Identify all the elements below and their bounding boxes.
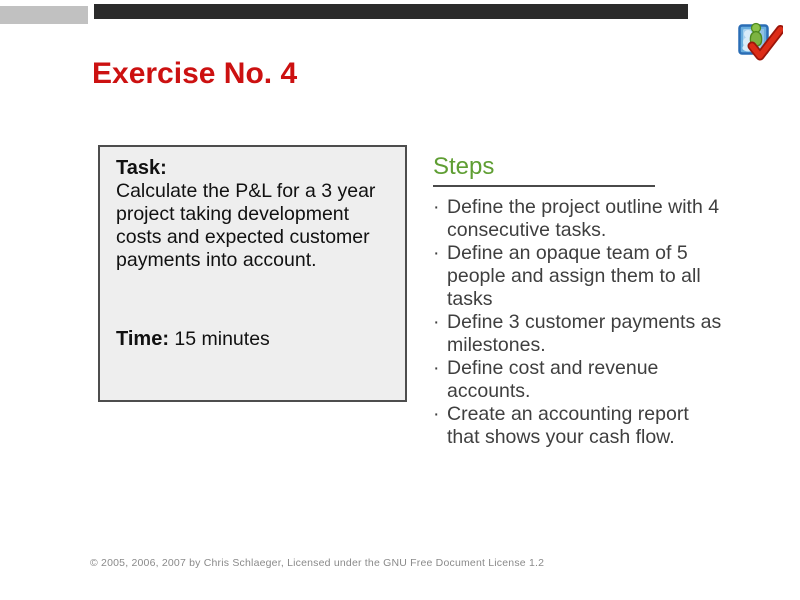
list-item (433, 311, 725, 357)
steps-list (433, 196, 725, 449)
copyright-footer: © 2005, 2006, 2007 by Chris Schlaeger, Licensed under the GNU Free Document License 1.2 (90, 557, 545, 569)
step-text: Define the project outline with 4 consecutive tasks. (447, 196, 720, 241)
top-bar-dark-segment (94, 4, 688, 19)
time-value: 15 minutes (168, 328, 270, 350)
task-heading: Task: (116, 157, 167, 179)
list-item (433, 242, 725, 311)
step-text: Define 3 customer payments as milestones. (447, 311, 722, 356)
top-bar-silver-segment (0, 6, 88, 24)
time-label: Time: (116, 328, 169, 350)
task-time-line (116, 328, 391, 351)
step-text: Define cost and revenue accounts. (447, 357, 659, 402)
list-item (433, 196, 725, 242)
list-item (433, 357, 725, 403)
task-box (98, 145, 407, 402)
list-item (433, 403, 725, 449)
steps-section (433, 153, 733, 449)
step-text: Create an accounting report that shows your cash flow. (447, 403, 689, 448)
steps-heading: Steps (433, 153, 655, 187)
bullet-icon: · (433, 403, 440, 425)
bullet-icon: · (433, 357, 440, 379)
bullet-icon: · (433, 196, 440, 218)
step-text: Define an opaque team of 5 people and assign them to all tasks (447, 242, 701, 310)
bullet-icon: · (433, 242, 440, 264)
page-title: Exercise No. 4 (92, 57, 298, 90)
task-body-text: Calculate the P&L for a 3 year project taking development costs and expected customer payments into account. (116, 180, 376, 271)
task-check-icon (737, 19, 783, 61)
bullet-icon: · (433, 311, 440, 333)
